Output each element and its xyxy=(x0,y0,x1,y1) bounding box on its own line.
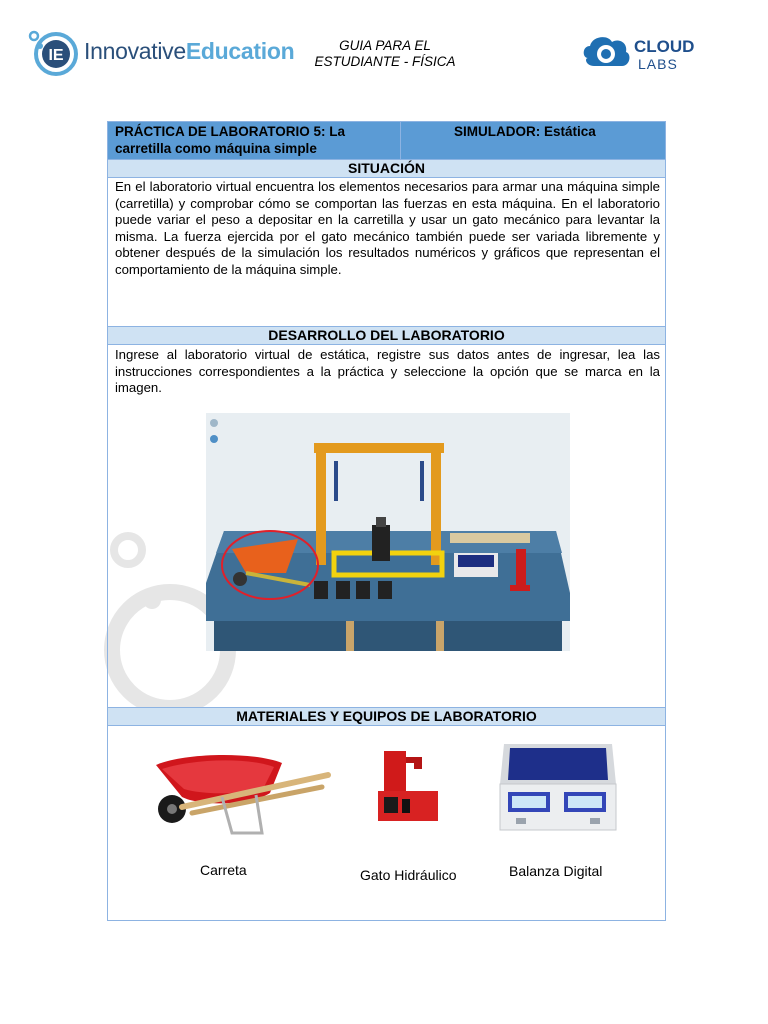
digital-scale-icon xyxy=(498,740,618,836)
situacion-text: En el laboratorio virtual encuentra los elementos necesarios para armar una máquina simple (carretilla) y comprobar cómo se comportan las fuerzas en esta máquina. En el laboratorio puede variar el peso a depositar en la carretilla y usar un gato mecánico para levantar la misma. La fuerza ejercida por el gato mecánico también puede ser variada libremente y obtener después de la simulación los resultados numéricos y gráficos que representan el comportamiento de la máquina simple. xyxy=(115,179,660,277)
cloud-labs-logo xyxy=(580,28,710,78)
info-icon xyxy=(210,419,218,427)
header-divider xyxy=(400,122,401,159)
desarrollo-text: Ingrese al laboratorio virtual de estática, registre sus datos antes de ingresar, lea las instrucciones correspondientes a la práctica y seleccione la opción que se marca en la imagen. xyxy=(115,347,660,395)
svg-text:IE: IE xyxy=(48,47,64,64)
brand-name: InnovativeEducation xyxy=(84,38,295,64)
material-label-gato: Gato Hidráulico xyxy=(360,867,457,883)
simulator-screenshot xyxy=(206,413,570,651)
innovative-education-logo xyxy=(26,28,296,78)
material-label-balanza: Balanza Digital xyxy=(509,863,603,879)
material-label-carreta: Carreta xyxy=(200,862,247,878)
materiales-heading: MATERIALES Y EQUIPOS DE LABORATORIO xyxy=(108,707,665,726)
simulator-title: SIMULADOR: Estática xyxy=(454,124,596,139)
desarrollo-heading: DESARROLLO DEL LABORATORIO xyxy=(108,326,665,345)
cloud-labs-icon xyxy=(580,28,710,78)
lab-practice-table xyxy=(107,121,666,921)
ie-logo-icon xyxy=(26,28,82,78)
svg-text:LABS: LABS xyxy=(638,56,678,72)
practice-header-row xyxy=(108,122,665,159)
wheelbarrow-icon xyxy=(152,747,332,847)
situacion-heading: SITUACIÓN xyxy=(108,159,665,178)
page-header-title: GUIA PARA EL ESTUDIANTE - FÍSICA xyxy=(314,38,456,69)
svg-text:CLOUD: CLOUD xyxy=(634,37,695,56)
settings-dot-icon xyxy=(210,435,218,443)
practice-title: PRÁCTICA DE LABORATORIO 5: La carretilla como máquina simple xyxy=(115,124,346,156)
hydraulic-jack-icon xyxy=(376,747,446,827)
